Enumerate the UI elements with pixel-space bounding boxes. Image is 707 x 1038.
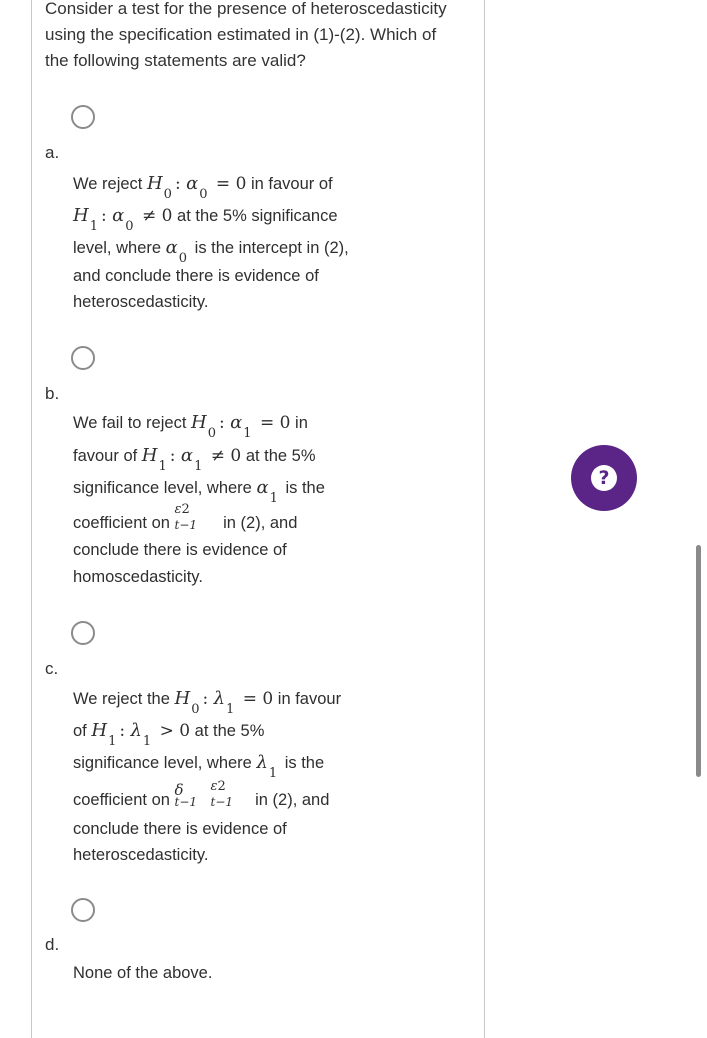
option-b-radio[interactable] xyxy=(71,346,95,370)
option-c-letter: c. xyxy=(45,659,59,678)
question-line-3: the following statements are valid? xyxy=(45,51,306,70)
question-line-1: Consider a test for the presence of heteroscedasticity xyxy=(45,0,447,18)
option-d-radio[interactable] xyxy=(71,898,95,922)
question-text xyxy=(45,0,475,74)
option-d-letter: d. xyxy=(45,935,60,954)
question-line-2: using the specification estimated in (1)-(2). Which of xyxy=(45,25,437,44)
option-b-letter: b. xyxy=(45,384,60,403)
math-H: H xyxy=(146,173,163,194)
scrollbar-thumb[interactable] xyxy=(696,545,701,777)
option-c-radio[interactable] xyxy=(71,621,95,645)
question-mark-icon: ? xyxy=(591,465,617,491)
option-a-radio[interactable] xyxy=(71,105,95,129)
help-button[interactable] xyxy=(571,445,637,511)
option-a-letter: a. xyxy=(45,143,60,162)
